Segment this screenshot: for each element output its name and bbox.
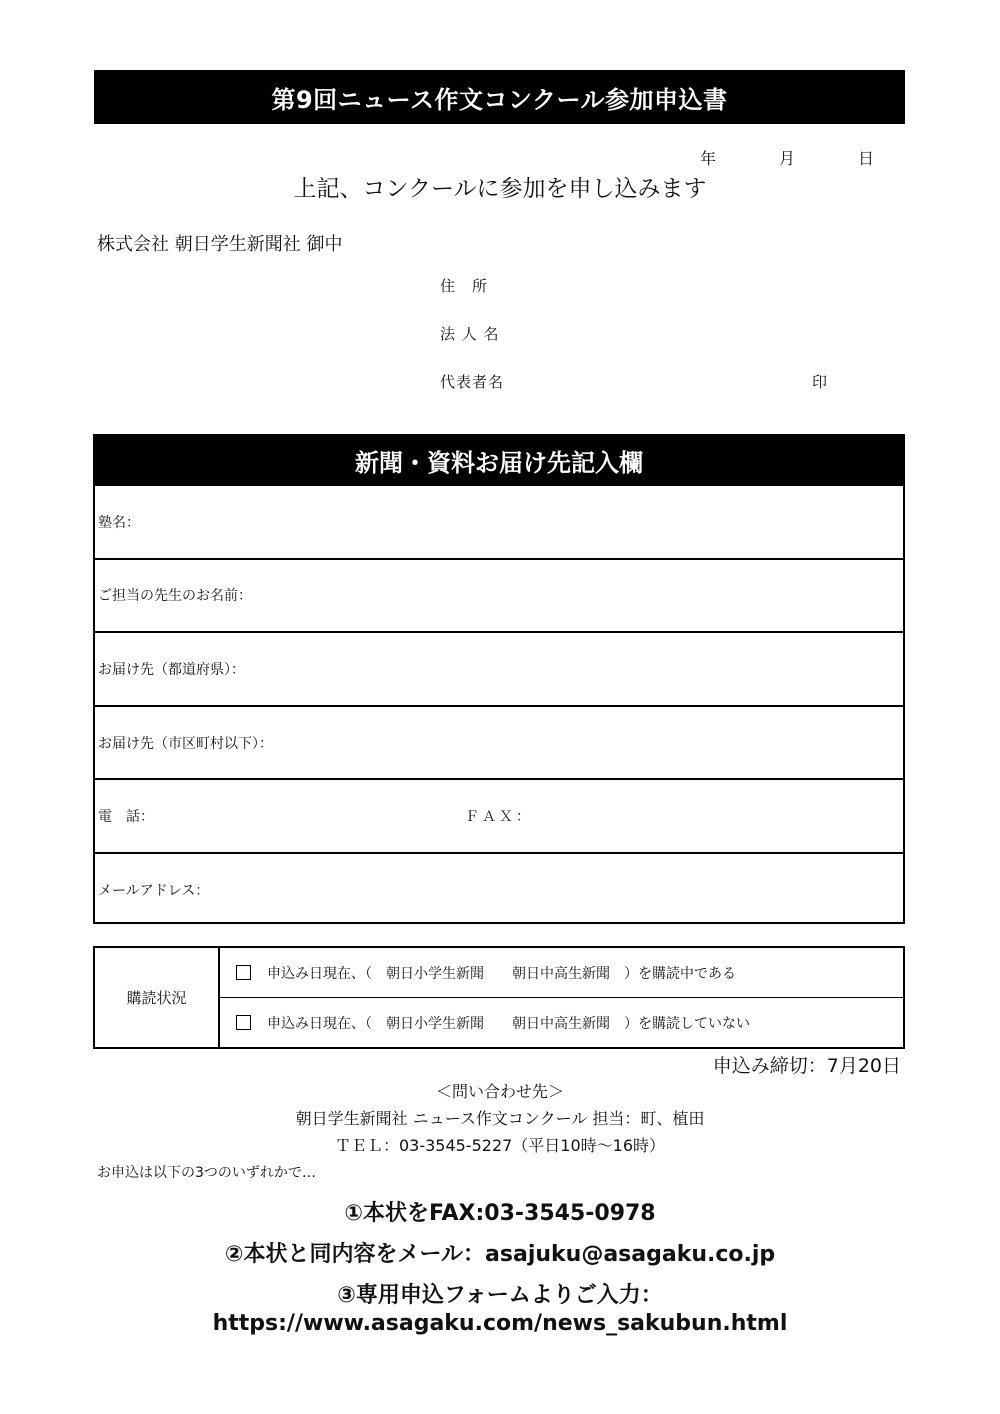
subscribing-checkbox[interactable]: [236, 965, 251, 980]
teacher-name-field[interactable]: [95, 558, 903, 632]
contact-org: 朝日学生新聞社 ニュース作文コンクール 担当：町、植田: [295, 1109, 705, 1128]
delivery-header: 新聞・資料お届け先記入欄: [95, 436, 903, 484]
not-subscribing-checkbox[interactable]: [236, 1015, 251, 1030]
phone-label: 電 話：: [98, 809, 154, 826]
fax-label: ＦＡＸ：: [465, 809, 533, 826]
declaration-text: 上記、コンクールに参加を申し込みます: [293, 176, 707, 202]
not-subscribing-text: 申込み日現在、（ 朝日小学生新聞 朝日中高生新聞 ）を購読していない: [267, 1015, 750, 1032]
subscribing-text: 申込み日現在、（ 朝日小学生新聞 朝日中高生新聞 ）を購読中である: [267, 965, 736, 982]
form-title: 第9回ニュース作文コンクール参加申込書: [94, 70, 905, 124]
school-label: 塾名：: [98, 514, 140, 531]
representative-label: 代表者名: [440, 373, 505, 391]
email-field[interactable]: [95, 852, 903, 926]
city-label: お届け先（市区町村以下）：: [98, 735, 273, 752]
how-to-apply: お申込は以下の3つのいずれかで…: [97, 1165, 316, 1181]
prefecture-field[interactable]: [95, 631, 903, 705]
email-label: メールアドレス：: [98, 882, 210, 899]
method-url-link[interactable]: https://www.asagaku.com/news_sakubun.html: [212, 1311, 788, 1336]
teacher-name-label: ご担当の先生のお名前：: [98, 588, 252, 605]
method-form: ③専用申込フォームよりご入力：: [337, 1283, 663, 1308]
subscription-option-subscribing[interactable]: [220, 948, 903, 997]
city-field[interactable]: [95, 705, 903, 779]
phone-fax-field[interactable]: [95, 778, 903, 852]
deadline: 申込み締切：7月20日: [712, 1055, 901, 1077]
address-label: 住 所: [440, 277, 489, 295]
contact-tel: ＴＥＬ：03-3545-5227（平日10時～16時）: [334, 1136, 666, 1155]
subscription-table: [93, 946, 905, 1049]
corporation-label: 法 人 名: [440, 325, 500, 343]
method-email[interactable]: ②本状と同内容をメール：asajuku@asagaku.co.jp: [224, 1242, 776, 1267]
date-day-label: 日: [858, 149, 875, 168]
delivery-table: [93, 434, 905, 924]
subscription-label: 購読状況: [95, 948, 220, 1047]
subscription-option-not-subscribing[interactable]: [220, 997, 903, 1047]
school-field[interactable]: [95, 484, 903, 558]
date-month-label: 月: [779, 149, 796, 168]
prefecture-label: お届け先（都道府県）：: [98, 661, 245, 678]
method-fax: ①本状をFAX:03-3545-0978: [344, 1201, 656, 1226]
seal-label: 印: [812, 373, 828, 391]
contact-heading: ＜問い合わせ先＞: [435, 1082, 564, 1101]
date-year-label: 年: [700, 149, 717, 168]
addressee: 株式会社 朝日学生新聞社 御中: [97, 234, 343, 255]
